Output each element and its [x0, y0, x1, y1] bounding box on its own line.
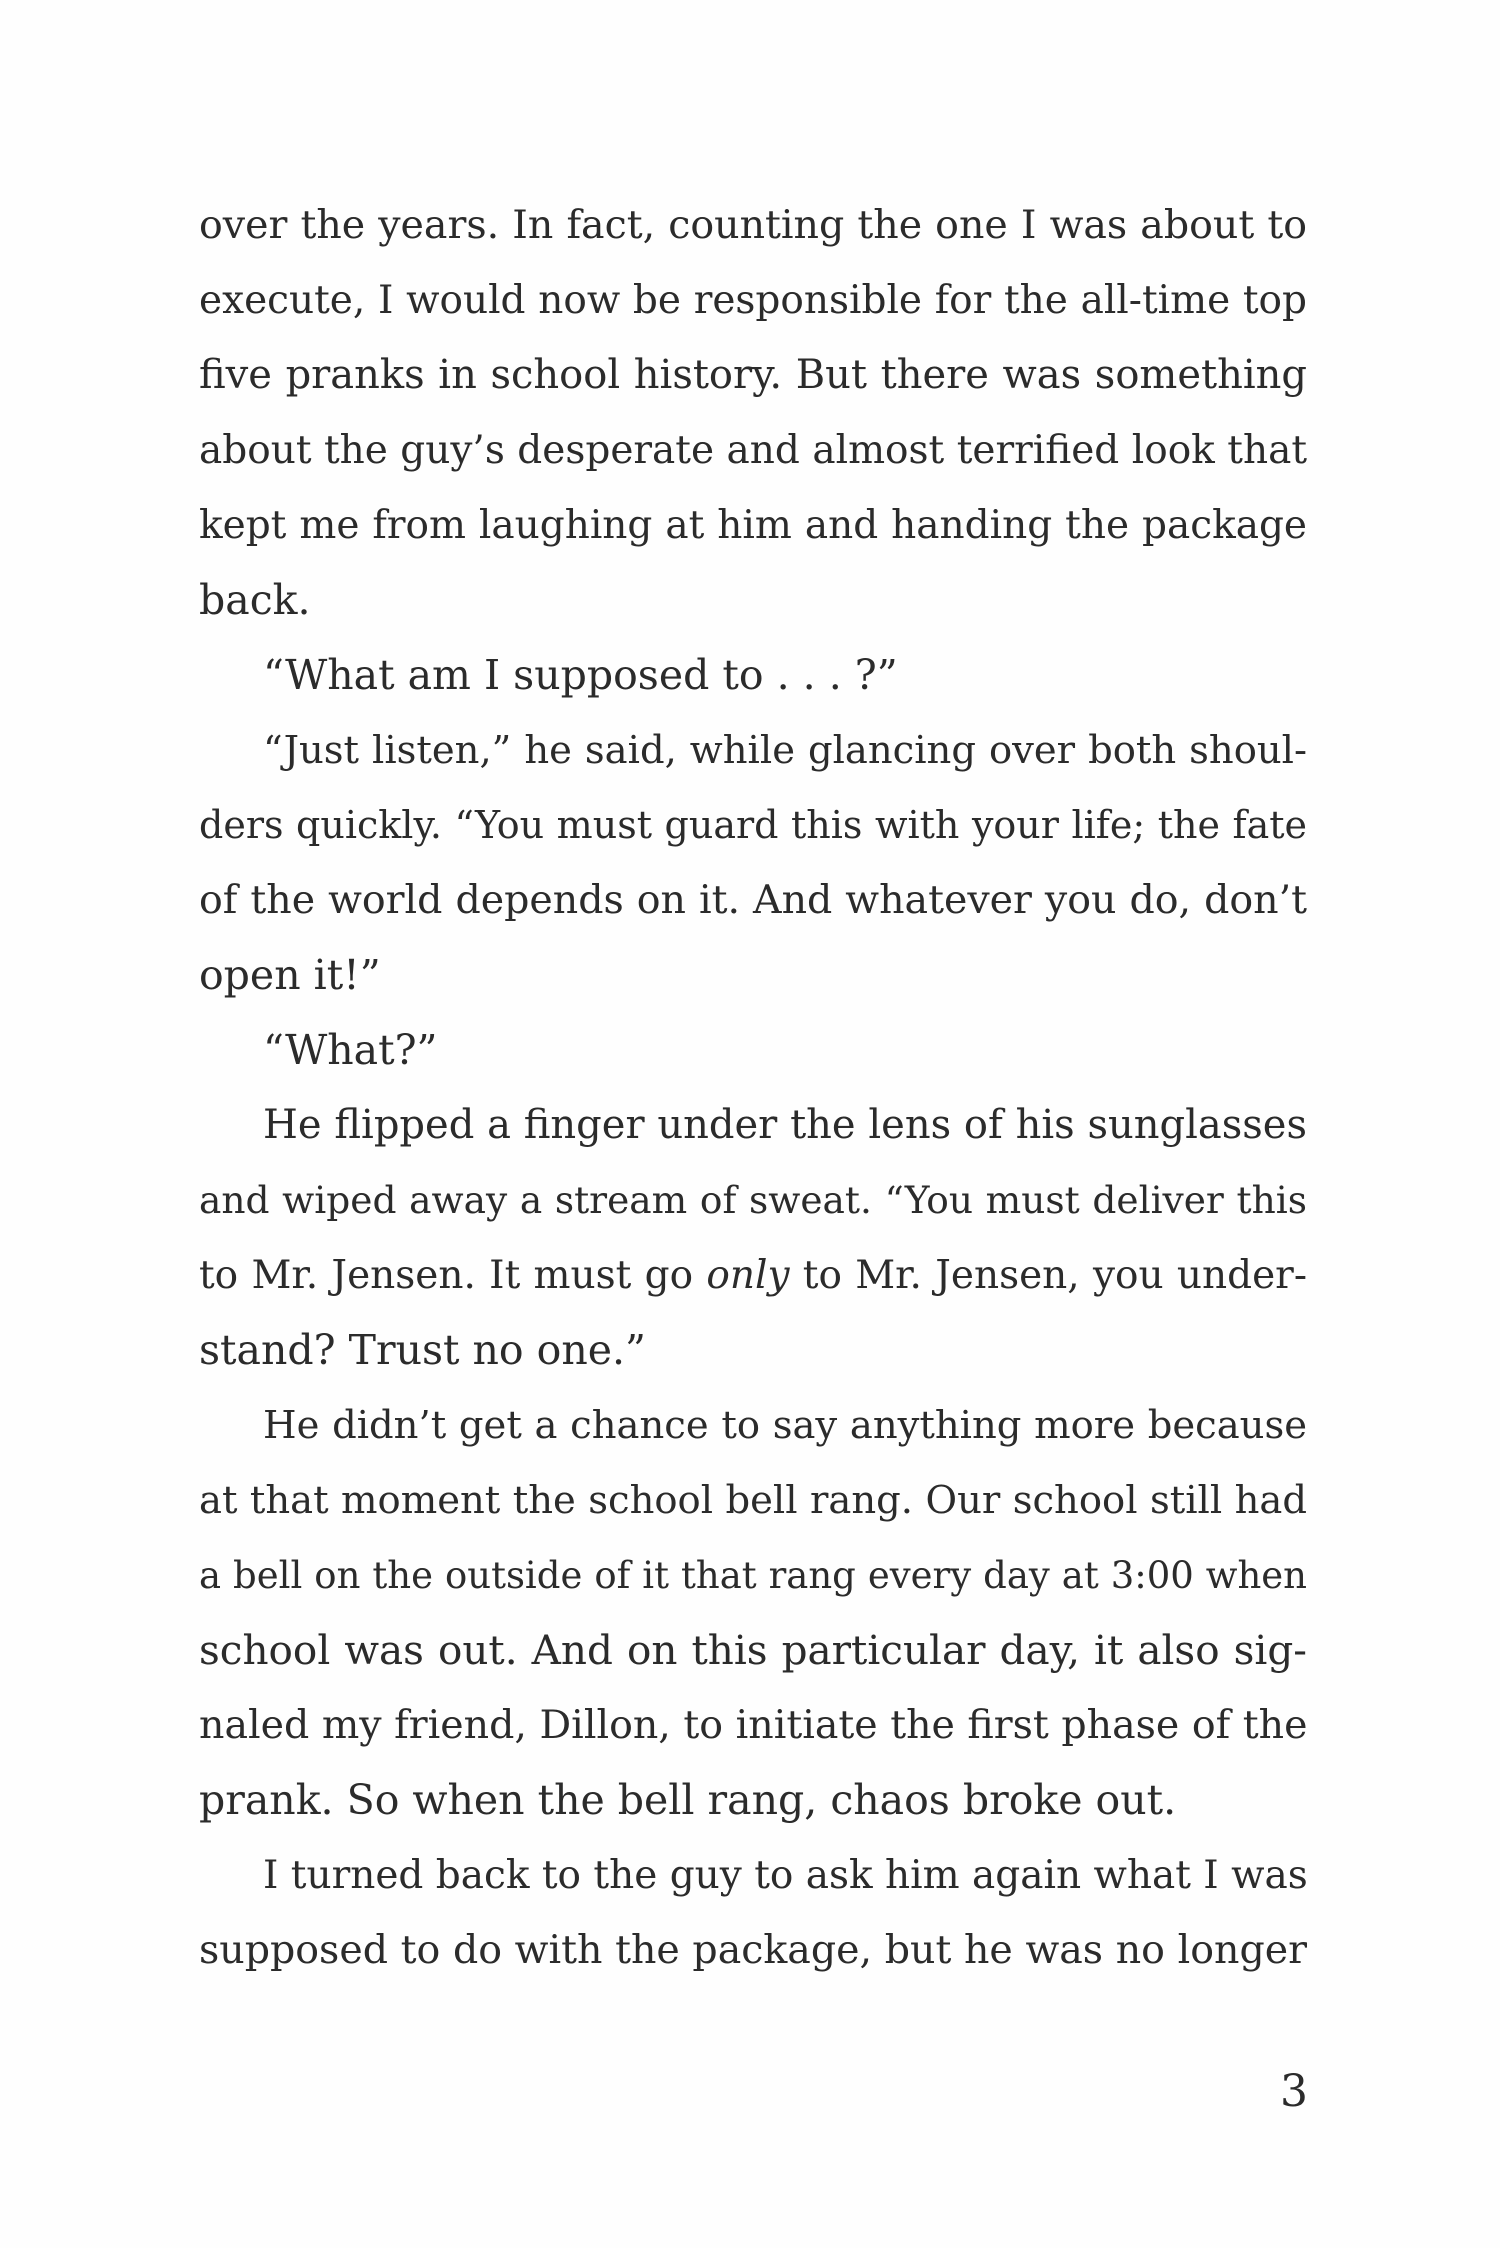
- text-segment: to Mr. Jensen, you under-: [789, 1253, 1308, 1298]
- text-line: [199, 1163, 1307, 1238]
- text-segment: stand? Trust no one.”: [199, 1326, 646, 1374]
- text-segment: a bell on the outside of it that rang every day at 3:00 when: [199, 1554, 1307, 1597]
- text-line: [199, 1088, 1307, 1163]
- text-segment: five pranks in school history. But there was something: [199, 352, 1307, 398]
- text-line: [199, 1688, 1307, 1763]
- text-line: [199, 188, 1307, 263]
- text-segment: school was out. And on this particular day, it also sig-: [199, 1626, 1307, 1674]
- text-line: [199, 488, 1307, 563]
- text-segment: prank. So when the bell rang, chaos broke out.: [199, 1776, 1177, 1824]
- text-line: [199, 1388, 1307, 1463]
- text-line: [199, 1538, 1307, 1613]
- text-line: [199, 1013, 1307, 1088]
- text-line: [199, 413, 1307, 488]
- text-segment: He flipped a finger under the lens of his sunglasses: [263, 1102, 1307, 1148]
- text-segment: He didn’t get a chance to say anything more because: [263, 1403, 1307, 1448]
- text-segment: I turned back to the guy to ask him again what I was: [263, 1853, 1308, 1898]
- text-segment: “What am I supposed to . . . ?”: [263, 651, 898, 699]
- text-line: [199, 338, 1307, 413]
- text-segment: naled my friend, Dillon, to initiate the first phase of the: [199, 1702, 1308, 1748]
- text-segment: of the world depends on it. And whatever you do, don’t: [199, 877, 1307, 923]
- text-line: [199, 1763, 1307, 1838]
- emphasis-text: only: [706, 1253, 790, 1298]
- text-line: [199, 863, 1307, 938]
- text-line: [199, 1613, 1307, 1688]
- text-line: [199, 713, 1307, 788]
- text-segment: ders quickly. “You must guard this with your life; the fate: [199, 803, 1307, 847]
- text-segment: supposed to do with the package, but he was no longer: [199, 1927, 1307, 1973]
- text-line: [199, 563, 1307, 638]
- text-segment: to Mr. Jensen. It must go: [199, 1253, 707, 1298]
- page-number: 3: [1280, 2066, 1308, 2117]
- text-segment: over the years. In fact, counting the one I was about to: [199, 202, 1307, 248]
- text-segment: and wiped away a stream of sweat. “You must deliver this: [199, 1178, 1307, 1222]
- text-line: [199, 1913, 1307, 1988]
- text-segment: back.: [199, 576, 311, 624]
- text-line: [199, 1463, 1307, 1538]
- text-line: [199, 1838, 1307, 1913]
- text-segment: kept me from laughing at him and handing the package: [199, 503, 1307, 548]
- body-text: [199, 188, 1307, 1988]
- text-segment: open it!”: [199, 951, 381, 999]
- text-segment: “Just listen,” he said, while glancing over both shoul-: [263, 728, 1307, 773]
- text-line: [199, 788, 1307, 863]
- text-segment: at that moment the school bell rang. Our school still had: [199, 1478, 1307, 1523]
- text-line: [199, 1238, 1307, 1313]
- text-segment: execute, I would now be responsible for the all-time top: [199, 278, 1307, 323]
- text-line: [199, 1313, 1307, 1388]
- text-line: [199, 263, 1307, 338]
- text-segment: “What?”: [263, 1026, 438, 1074]
- text-line: [199, 938, 1307, 1013]
- text-line: [199, 638, 1307, 713]
- text-segment: about the guy’s desperate and almost terrified look that: [199, 428, 1307, 473]
